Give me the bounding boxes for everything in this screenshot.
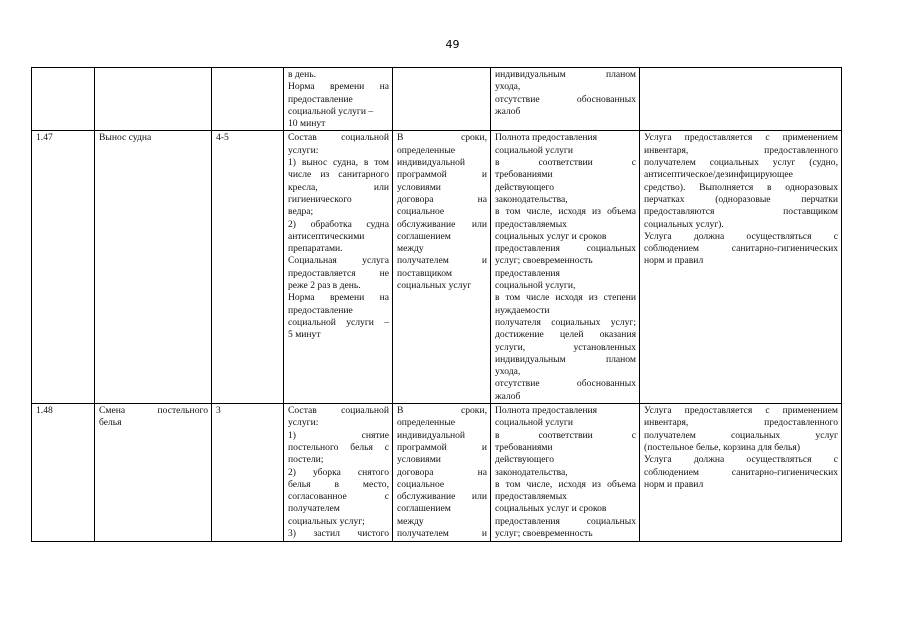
text-line: норм и правил (644, 478, 704, 490)
text-line: получателем и (397, 527, 487, 539)
text-line: договора на (397, 466, 487, 478)
text-line: социальное (397, 478, 445, 490)
text-line: предоставляется не (288, 267, 389, 279)
text-line: обслуживание или (397, 218, 487, 230)
text-line: Услуга предоставляется с применением (644, 132, 838, 144)
social-services-table (31, 67, 842, 542)
text-line: в соответствии с (495, 429, 636, 441)
cell-number (32, 68, 95, 131)
text-line: услуги: (288, 417, 319, 429)
text-line: в том числе, исходя из объема (495, 206, 636, 218)
text-line: социальное (397, 206, 445, 218)
text-line: Состав социальной (288, 405, 389, 417)
text-line: В сроки, (397, 132, 487, 144)
text-line: Состав социальной (288, 132, 389, 144)
cell-terms (393, 404, 491, 542)
text-line: 3) застил чистого (288, 527, 389, 539)
text-line: индивидуальной (397, 429, 466, 441)
text-line: 2) обработка судна (288, 218, 389, 230)
text-line: требованиями (495, 169, 553, 181)
text-line: социальной услуги – (288, 105, 374, 117)
text-line: социальных услуг и сроков (495, 230, 607, 242)
text-line: индивидуальным планом (495, 69, 636, 80)
text-line: услуги: (288, 144, 319, 156)
text-line: в том числе исходя из степени (495, 292, 636, 304)
text-line: получателем социальных услуг (судно, (644, 157, 838, 169)
text-line: Норма времени на (288, 292, 389, 304)
text-line: условиями (397, 181, 441, 193)
cell-composition (284, 131, 393, 404)
text-line: ухода, (495, 366, 521, 378)
text-line: предоставляемых (495, 491, 567, 503)
text-line: достижение целей оказания (495, 329, 636, 341)
cell-price: 3 (212, 404, 284, 542)
text-line: постельного белья с (288, 441, 389, 453)
text-line: индивидуальным планом (495, 353, 636, 365)
text-line: между (397, 515, 424, 527)
text-line: Услуга должна осуществляться с (644, 230, 838, 242)
text-line: антисептическими (288, 230, 365, 242)
text-line: законодательства, (495, 466, 568, 478)
text-line: получателем (288, 503, 340, 515)
cell-service-name (95, 131, 212, 404)
text-line: препаратами. (288, 243, 343, 255)
text-line: Полнота предоставления (495, 405, 598, 417)
cell-conditions (640, 68, 842, 131)
text-line: получателем социальных услуг (644, 429, 838, 441)
text-line: кресла, или (288, 181, 389, 193)
cell-conditions (640, 131, 842, 404)
cell-price (212, 68, 284, 131)
text-line: Смена постельного (99, 405, 208, 417)
text-line: в день. (288, 69, 316, 80)
text-line: услуг; своевременность (495, 527, 593, 539)
text-line: числе из санитарного (288, 169, 389, 181)
text-line: инвентаря, предоставленного (644, 144, 838, 156)
cell-indicators (491, 68, 640, 131)
text-line: предоставляются поставщиком (644, 206, 838, 218)
text-line: договора на (397, 193, 487, 205)
text-line: социальной услуги, (495, 280, 576, 292)
text-line: Услуга предоставляется с применением (644, 405, 838, 417)
text-line: предоставления (495, 267, 560, 279)
text-line: социальной услуги (495, 417, 574, 429)
cell-conditions (640, 404, 842, 542)
text-line: согласованное с (288, 491, 389, 503)
cell-number: 1.47 (32, 131, 95, 404)
text-line: социальных услуг и сроков (495, 503, 607, 515)
text-line: норм и правил (644, 255, 704, 267)
text-line: требованиями (495, 441, 553, 453)
text-line: инвентаря, предоставленного (644, 417, 838, 429)
cell-indicators (491, 131, 640, 404)
cell-terms (393, 131, 491, 404)
text-line: гигиенического (288, 193, 352, 205)
text-line: получателя социальных услуг; (495, 316, 636, 328)
text-line: определенные (397, 417, 456, 429)
text-line: в том числе, исходя из объема (495, 478, 636, 490)
text-line: жалоб (495, 390, 521, 402)
text-line: действующего (495, 454, 555, 466)
text-line: услуг; своевременность (495, 255, 593, 267)
table-row-1-48 (32, 404, 842, 542)
cell-composition (284, 404, 393, 542)
text-line: Социальная услуга (288, 255, 389, 267)
text-line: предоставляемых (495, 218, 567, 230)
cell-terms (393, 68, 491, 131)
cell-number: 1.48 (32, 404, 95, 542)
text-line: белья в место, (288, 478, 389, 490)
text-line: реже 2 раз в день. (288, 280, 361, 292)
cell-composition (284, 68, 393, 131)
text-line: 5 минут (288, 329, 321, 341)
table-row-continuation (32, 68, 842, 131)
text-line: предоставление (288, 304, 353, 316)
text-line: программой и (397, 441, 487, 453)
page-number: 49 (445, 38, 460, 51)
text-line: нуждаемости (495, 304, 550, 316)
text-line: законодательства, (495, 193, 568, 205)
text-line: 1) вынос судна, в том (288, 157, 389, 169)
text-line: перчатках (одноразовые перчатки (644, 193, 838, 205)
text-line: антисептическое/дезинфицирующее (644, 169, 793, 181)
text-line: жалоб (495, 105, 521, 117)
text-line: отсутствие обоснованных (495, 378, 636, 390)
text-line: Услуга должна осуществляться с (644, 454, 838, 466)
text-line: постели; (288, 454, 324, 466)
text-line: Полнота предоставления (495, 132, 598, 144)
text-line: индивидуальной (397, 157, 466, 169)
text-line: соблюдением санитарно-гигиенических (644, 466, 838, 478)
text-line: Норма времени на (288, 81, 389, 93)
text-line: соглашением (397, 230, 451, 242)
text-line: социальных услуг (397, 280, 472, 292)
text-line: условиями (397, 454, 441, 466)
cell-price: 4-5 (212, 131, 284, 404)
text-line: соглашением (397, 503, 451, 515)
text-line: обслуживание или (397, 491, 487, 503)
text-line: социальной услуги – (288, 316, 389, 328)
text-line: белья (99, 417, 122, 429)
text-line: соблюдением санитарно-гигиенических (644, 243, 838, 255)
text-line: в соответствии с (495, 157, 636, 169)
text-line: ведра; (288, 206, 314, 218)
text-line: определенные (397, 144, 456, 156)
text-line: программой и (397, 169, 487, 181)
text-line: Вынос судна (99, 132, 152, 144)
text-line: социальных услуг; (288, 515, 365, 527)
text-line: 1) снятие (288, 429, 389, 441)
text-line: (постельное белье, корзина для белья) (644, 441, 801, 453)
cell-service-name (95, 68, 212, 131)
text-line: получателем и (397, 255, 487, 267)
text-line: действующего (495, 181, 555, 193)
text-line: ухода, (495, 81, 521, 93)
cell-service-name (95, 404, 212, 542)
text-line: отсутствие обоснованных (495, 93, 636, 105)
cell-indicators (491, 404, 640, 542)
text-line: предоставления социальных (495, 243, 636, 255)
text-line: 2) уборка снятого (288, 466, 389, 478)
text-line: 10 минут (288, 118, 326, 130)
text-line: поставщиком (397, 267, 452, 279)
text-line: В сроки, (397, 405, 487, 417)
text-line: предоставление (288, 93, 353, 105)
text-line: средство). Выполняется в одноразовых (644, 181, 838, 193)
text-line: социальных услуг). (644, 218, 724, 230)
text-line: между (397, 243, 424, 255)
text-line: социальной услуги (495, 144, 574, 156)
text-line: предоставления социальных (495, 515, 636, 527)
text-line: услуги, установленных (495, 341, 636, 353)
table-row-1-47 (32, 131, 842, 404)
